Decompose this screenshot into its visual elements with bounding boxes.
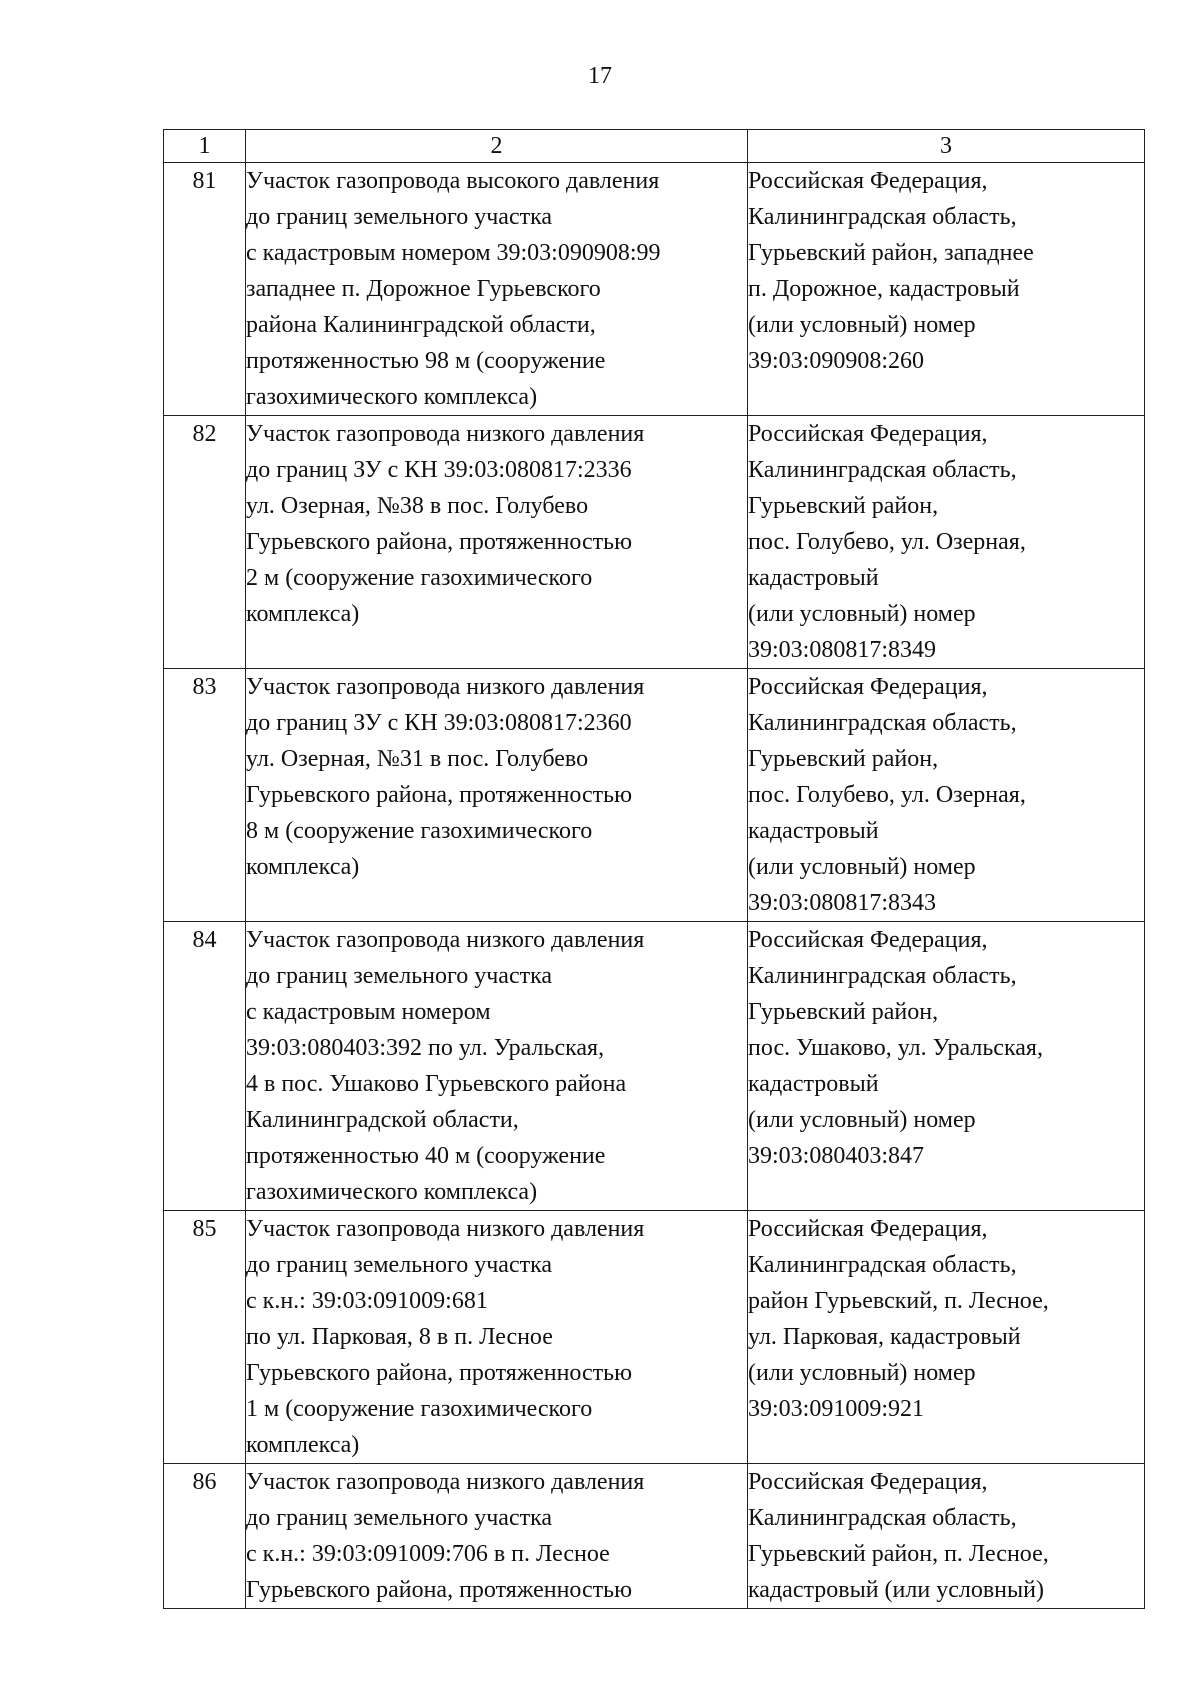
description-line: Гурьевского района, протяженностью [246,1577,633,1603]
page-number: 17 [588,63,612,89]
description-line: Участок газопровода низкого давления [246,1216,645,1242]
description-line: комплекса) [246,601,360,627]
row-number: 81 [164,163,246,416]
object-description [246,1464,748,1609]
address-line: (или условный) номер [748,601,976,627]
address-line: (или условный) номер [748,312,976,338]
column-header-number: 1 [164,130,246,163]
row-number: 86 [164,1464,246,1609]
address-line: Гурьевский район, п. Лесное, [748,1541,1049,1567]
address-line: кадастровый [748,818,879,844]
address-line: Гурьевский район, западнее [748,240,1034,266]
description-line: Участок газопровода низкого давления [246,421,645,447]
address-line: кадастровый (или условный) [748,1577,1044,1603]
address-line: Российская Федерация, [748,168,988,194]
address-line: 39:03:091009:921 [748,1396,925,1422]
address-line: Российская Федерация, [748,1216,988,1242]
description-line: западнее п. Дорожное Гурьевского [246,276,601,302]
table-row [164,922,1145,1211]
description-line: 4 в пос. Ушаково Гурьевского района [246,1071,627,1097]
description-line: Гурьевского района, протяженностью [246,782,633,808]
table-header-row [164,130,1145,163]
description-line: 39:03:080403:392 по ул. Уральская, [246,1035,605,1061]
table-row [164,1211,1145,1464]
address-line: Калининградская область, [748,457,1017,483]
address-line: 39:03:080817:8349 [748,637,937,663]
address-line: Гурьевский район, [748,999,939,1025]
description-line: Участок газопровода высокого давления [246,168,660,194]
description-line: до границ ЗУ с КН 39:03:080817:2336 [246,457,632,483]
description-line: ул. Озерная, №31 в пос. Голубево [246,746,589,772]
address-line: (или условный) номер [748,854,976,880]
address-line: ул. Парковая, кадастровый [748,1324,1021,1350]
address-line: Калининградская область, [748,1505,1017,1531]
description-line: газохимического комплекса) [246,384,538,410]
object-address [748,1464,1145,1609]
address-line: Калининградская область, [748,204,1017,230]
table-row [164,416,1145,669]
address-line: (или условный) номер [748,1107,976,1133]
description-line: газохимического комплекса) [246,1179,538,1205]
description-line: с к.н.: 39:03:091009:681 [246,1288,488,1314]
address-line: кадастровый [748,565,879,591]
address-line: пос. Голубево, ул. Озерная, [748,782,1026,808]
object-address [748,1211,1145,1464]
address-line: район Гурьевский, п. Лесное, [748,1288,1049,1314]
address-line: 39:03:080403:847 [748,1143,925,1169]
table-row [164,163,1145,416]
object-description [246,669,748,922]
object-address [748,163,1145,416]
description-line: Участок газопровода низкого давления [246,1469,645,1495]
objects-table [163,129,1145,1609]
table-body [164,163,1145,1609]
description-line: 8 м (сооружение газохимического [246,818,593,844]
address-line: Гурьевский район, [748,493,939,519]
description-line: Участок газопровода низкого давления [246,927,645,953]
address-line: кадастровый [748,1071,879,1097]
description-line: до границ ЗУ с КН 39:03:080817:2360 [246,710,632,736]
row-number: 83 [164,669,246,922]
address-line: п. Дорожное, кадастровый [748,276,1020,302]
row-number: 84 [164,922,246,1211]
description-line: ул. Озерная, №38 в пос. Голубево [246,493,589,519]
address-line: Калининградская область, [748,963,1017,989]
description-line: района Калининградской области, [246,312,596,338]
object-description [246,1211,748,1464]
table-row [164,1464,1145,1609]
description-line: 2 м (сооружение газохимического [246,565,593,591]
description-line: до границ земельного участка [246,1252,553,1278]
address-line: Гурьевский район, [748,746,939,772]
address-line: Российская Федерация, [748,1469,988,1495]
description-line: Участок газопровода низкого давления [246,674,645,700]
address-line: Российская Федерация, [748,674,988,700]
address-line: 39:03:090908:260 [748,348,925,374]
description-line: протяженностью 40 м (сооружение [246,1143,606,1169]
description-line: Гурьевского района, протяженностью [246,1360,633,1386]
address-line: (или условный) номер [748,1360,976,1386]
description-line: до границ земельного участка [246,1505,553,1531]
address-line: Российская Федерация, [748,421,988,447]
object-description [246,416,748,669]
address-line: 39:03:080817:8343 [748,890,937,916]
object-description [246,163,748,416]
row-number: 82 [164,416,246,669]
description-line: по ул. Парковая, 8 в п. Лесное [246,1324,553,1350]
address-line: пос. Голубево, ул. Озерная, [748,529,1026,555]
description-line: с кадастровым номером 39:03:090908:99 [246,240,661,266]
description-line: до границ земельного участка [246,963,553,989]
address-line: Российская Федерация, [748,927,988,953]
object-address [748,669,1145,922]
object-address [748,922,1145,1211]
description-line: до границ земельного участка [246,204,553,230]
description-line: Гурьевского района, протяженностью [246,529,633,555]
description-line: комплекса) [246,1432,360,1458]
description-line: с к.н.: 39:03:091009:706 в п. Лесное [246,1541,610,1567]
description-line: комплекса) [246,854,360,880]
address-line: Калининградская область, [748,1252,1017,1278]
address-line: пос. Ушаково, ул. Уральская, [748,1035,1043,1061]
description-line: Калининградской области, [246,1107,519,1133]
column-header-description: 2 [246,130,748,163]
row-number: 85 [164,1211,246,1464]
address-line: Калининградская область, [748,710,1017,736]
description-line: с кадастровым номером [246,999,491,1025]
description-line: 1 м (сооружение газохимического [246,1396,593,1422]
description-line: протяженностью 98 м (сооружение [246,348,606,374]
column-header-address: 3 [748,130,1145,163]
table-row [164,669,1145,922]
object-address [748,416,1145,669]
object-description [246,922,748,1211]
